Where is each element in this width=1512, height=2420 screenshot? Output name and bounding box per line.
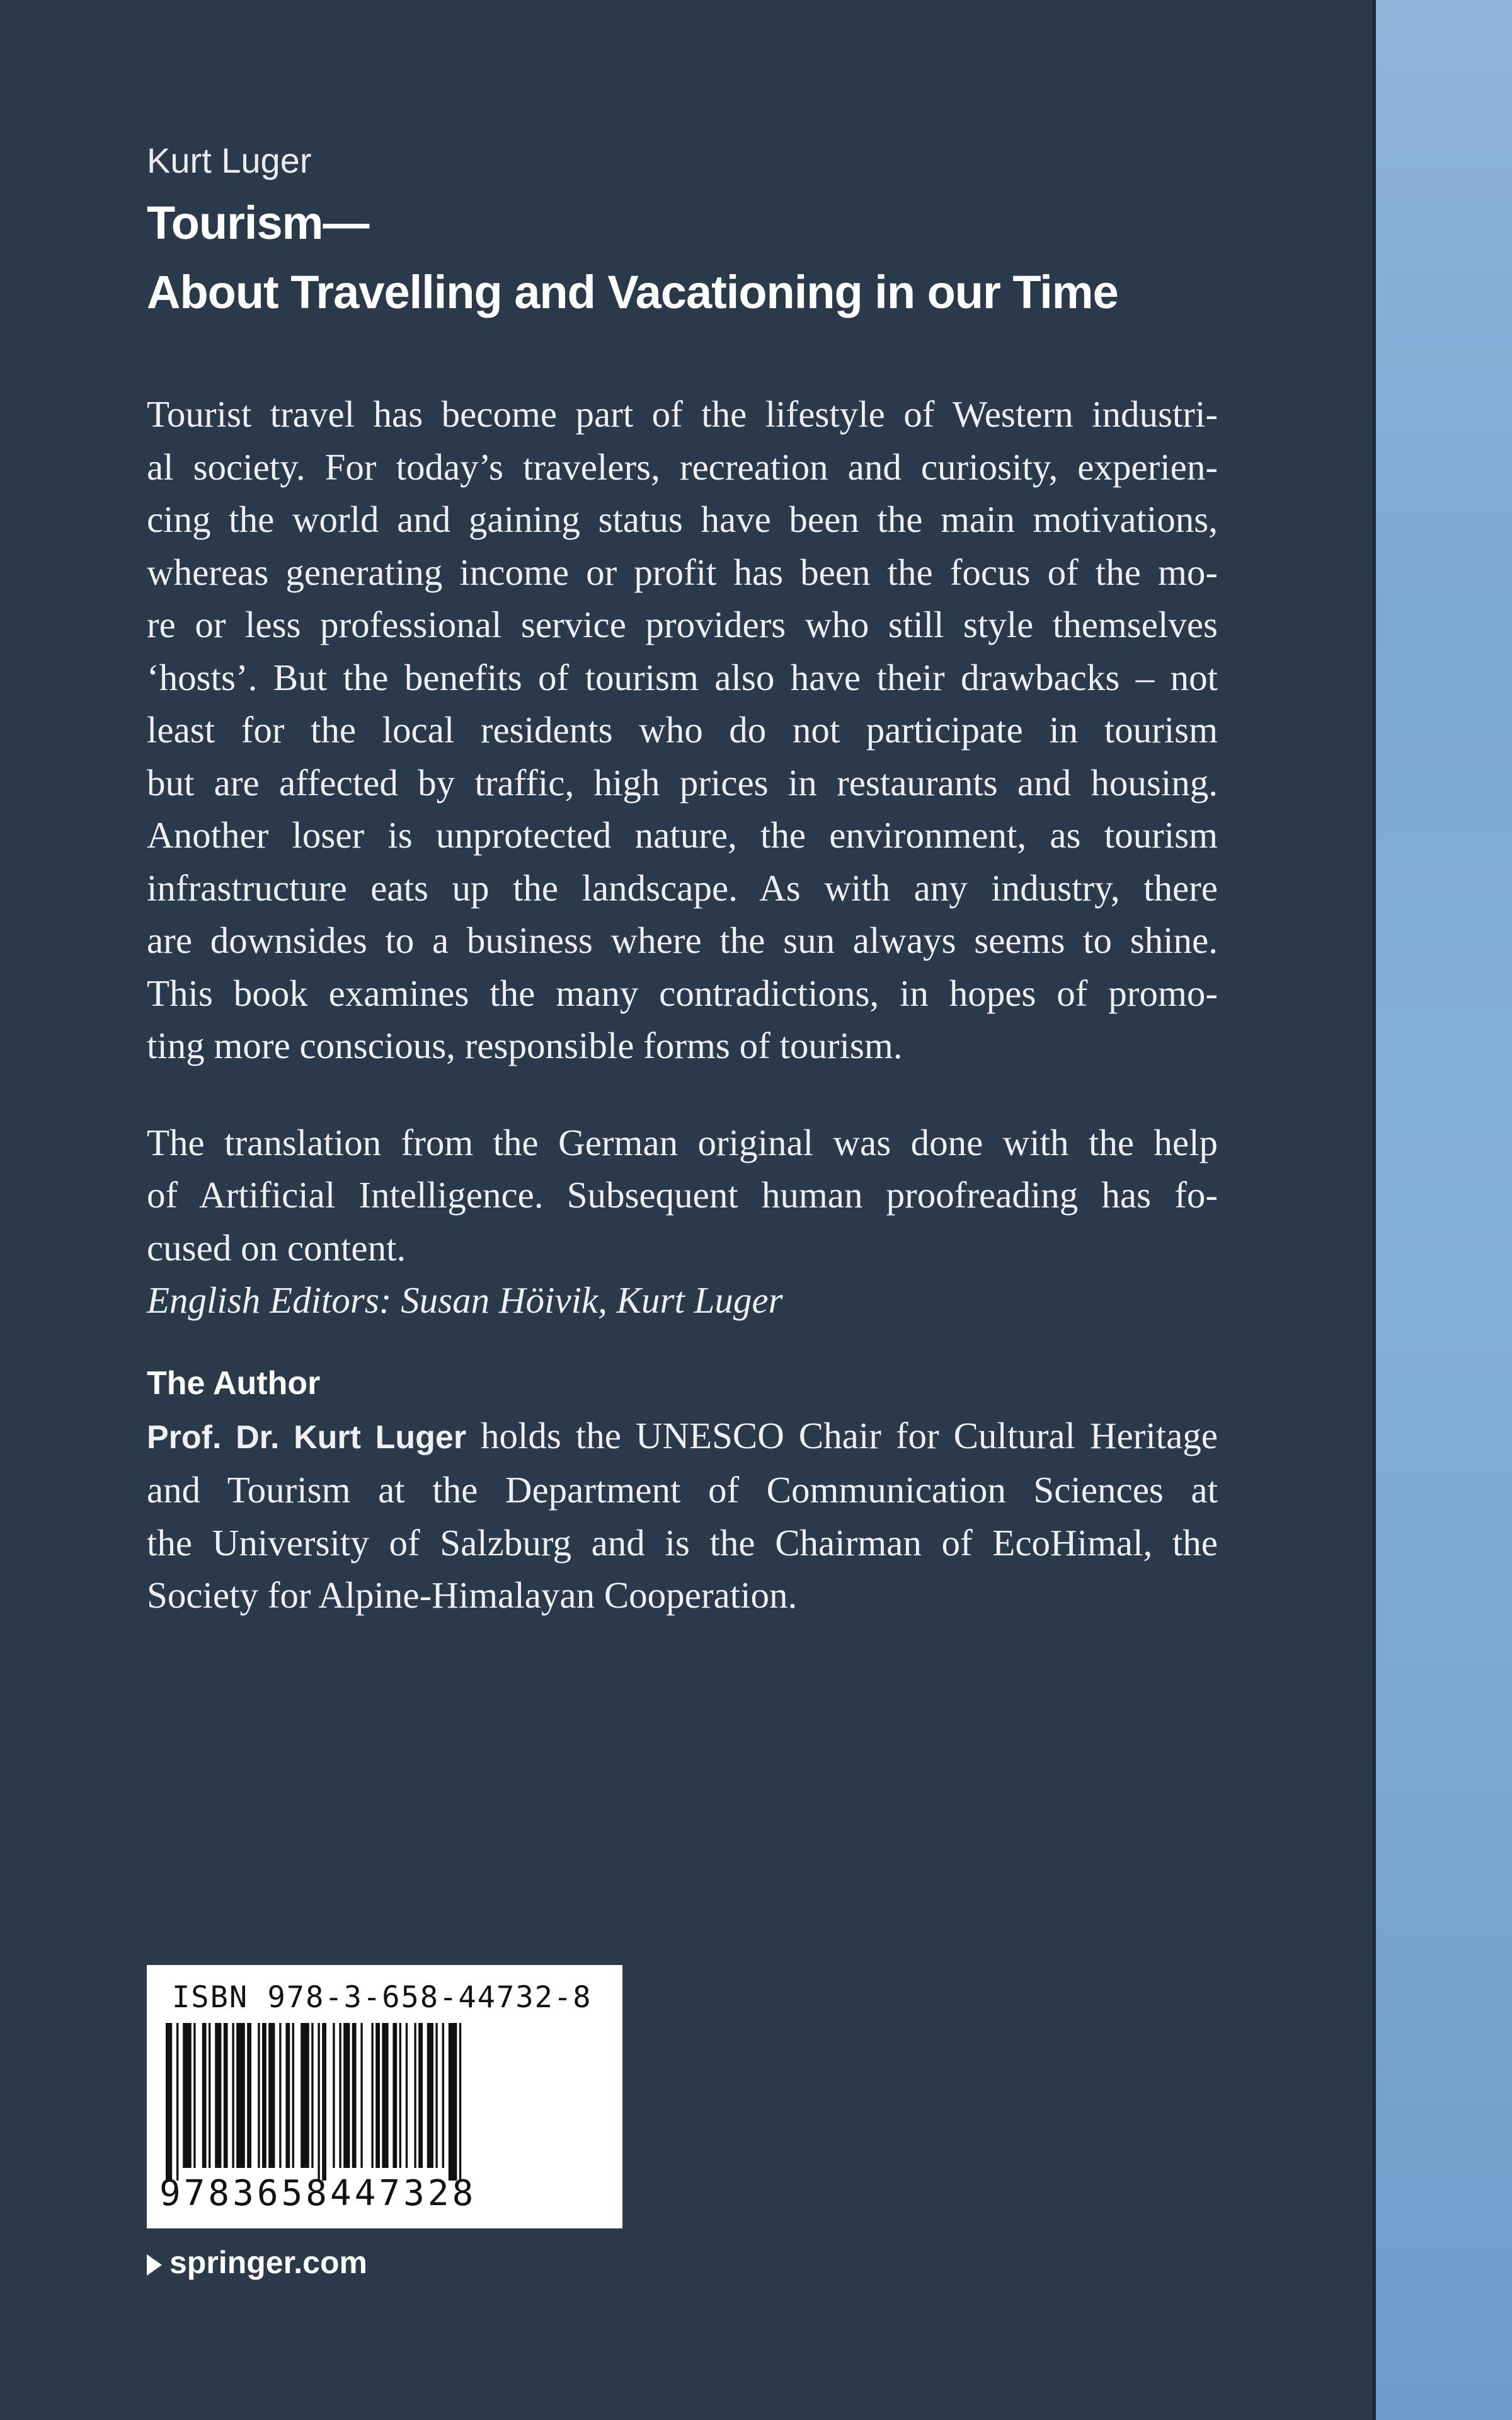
barcode-bar — [236, 2023, 245, 2168]
barcode-bar — [406, 2023, 408, 2168]
barcode-digits: 9783658447328 — [159, 2173, 477, 2214]
blurb-line: ting more conscious, responsible forms of tourism. — [147, 1025, 903, 1066]
barcode-bar — [183, 2023, 192, 2168]
barcode-bar — [268, 2023, 275, 2168]
barcode-bar — [318, 2023, 319, 2181]
author-bio — [147, 1410, 1218, 1622]
barcode-bar — [459, 2023, 461, 2181]
publisher-url: springer.com — [169, 2245, 367, 2280]
barcode-bar — [382, 2023, 388, 2168]
barcode-bar — [449, 2023, 457, 2181]
editors-credit: English Editors: Susan Höivik, Kurt Luger — [147, 1279, 783, 1321]
blurb-line: This book examines the many contradictions, in hopes of promo- — [147, 972, 1218, 1014]
barcode-bar — [435, 2023, 437, 2168]
barcode-bar — [414, 2023, 416, 2168]
barcode-bar — [258, 2023, 260, 2168]
barcode-bar — [343, 2023, 350, 2168]
blurb-line: ‘hosts’. But the benefits of tourism also have their drawbacks – not — [147, 656, 1218, 698]
cover-text-block — [147, 135, 1218, 1622]
author-bold-name: Prof. Dr. Kurt Luger — [147, 1419, 467, 1456]
barcode-bar — [339, 2023, 341, 2168]
bio-line-1-text: holds the UNESCO Chair for Cultural Heritage — [466, 1414, 1218, 1456]
bio-line: and Tourism at the Department of Communication Sciences at — [147, 1469, 1218, 1511]
barcode-bar — [224, 2023, 228, 2168]
barcode-bar — [322, 2023, 326, 2181]
translation-line: of Artificial Intelligence. Subsequent human proofreading has fo- — [147, 1174, 1218, 1216]
blurb-line: cing the world and gaining status have been the main motivations, — [147, 498, 1218, 540]
barcode-bar — [360, 2023, 362, 2168]
blurb-line: but are affected by traffic, high prices in restaurants and housing. — [147, 761, 1218, 804]
barcode-bar — [399, 2023, 401, 2168]
bio-line — [147, 1410, 1218, 1465]
barcode-bar — [418, 2023, 423, 2168]
barcode-bar — [202, 2023, 207, 2168]
barcode-bar — [209, 2023, 210, 2168]
blurb-line: whereas generating income or profit has been the focus of the mo- — [147, 551, 1218, 593]
bio-line: the University of Salzburg and is the Chairman of EcoHimal, the — [147, 1521, 1218, 1564]
barcode-bar — [262, 2023, 266, 2168]
blurb-line: Tourist travel has become part of the lifestyle of Western industri- — [147, 393, 1218, 435]
blurb-line: least for the local residents who do not participate in tourism — [147, 709, 1218, 751]
barcode-bar — [392, 2023, 397, 2168]
title-line-1: Tourism— — [147, 197, 369, 249]
barcode-bar — [166, 2023, 172, 2181]
isbn-label: ISBN 978-3-658-44732-8 — [172, 1980, 592, 2015]
author-name: Kurt Luger — [147, 141, 312, 180]
blurb-line: Another loser is unprotected nature, the environment, as tourism — [147, 814, 1218, 856]
barcode-bar — [352, 2023, 357, 2168]
barcode-bar — [333, 2023, 335, 2168]
isbn-barcode — [147, 1965, 622, 2228]
barcode-bar — [442, 2023, 444, 2168]
barcode-bar — [176, 2023, 178, 2181]
barcode-bar — [247, 2023, 251, 2168]
barcode-bar — [371, 2023, 373, 2168]
barcode-bars — [164, 2023, 605, 2181]
cover-edge-strip — [1372, 0, 1512, 2420]
book-title — [147, 188, 1218, 327]
barcode-bar — [279, 2023, 281, 2168]
translation-note — [147, 1117, 1218, 1275]
barcode-bar — [232, 2023, 234, 2168]
play-arrow-icon — [147, 2254, 162, 2276]
blurb-paragraph — [147, 388, 1218, 1073]
translation-line: The translation from the German original was done with the help — [147, 1121, 1218, 1163]
title-line-2: About Travelling and Vacationing in our Time — [147, 266, 1118, 318]
publisher-link[interactable] — [147, 2237, 367, 2288]
barcode-bar — [311, 2023, 313, 2168]
barcode-bar — [215, 2023, 221, 2168]
blurb-line: are downsides to a business where the sun always seems to shine. — [147, 919, 1218, 961]
barcode-bar — [292, 2023, 294, 2168]
blurb-line: re or less professional service providers who still style themselves — [147, 604, 1218, 645]
bio-line: Society for Alpine-Himalayan Cooperation. — [147, 1574, 798, 1616]
author-section-heading: The Author — [147, 1364, 321, 1402]
blurb-line: al society. For today’s travelers, recreation and curiosity, experien- — [147, 446, 1218, 488]
barcode-bar — [375, 2023, 380, 2168]
barcode-bar — [285, 2023, 290, 2168]
barcode-bar — [193, 2023, 195, 2168]
blurb-line: infrastructure eats up the landscape. As with any industry, there — [147, 867, 1218, 909]
barcode-bar — [427, 2023, 433, 2168]
barcode-bar — [301, 2023, 309, 2168]
translation-line: cused on content. — [147, 1226, 406, 1269]
